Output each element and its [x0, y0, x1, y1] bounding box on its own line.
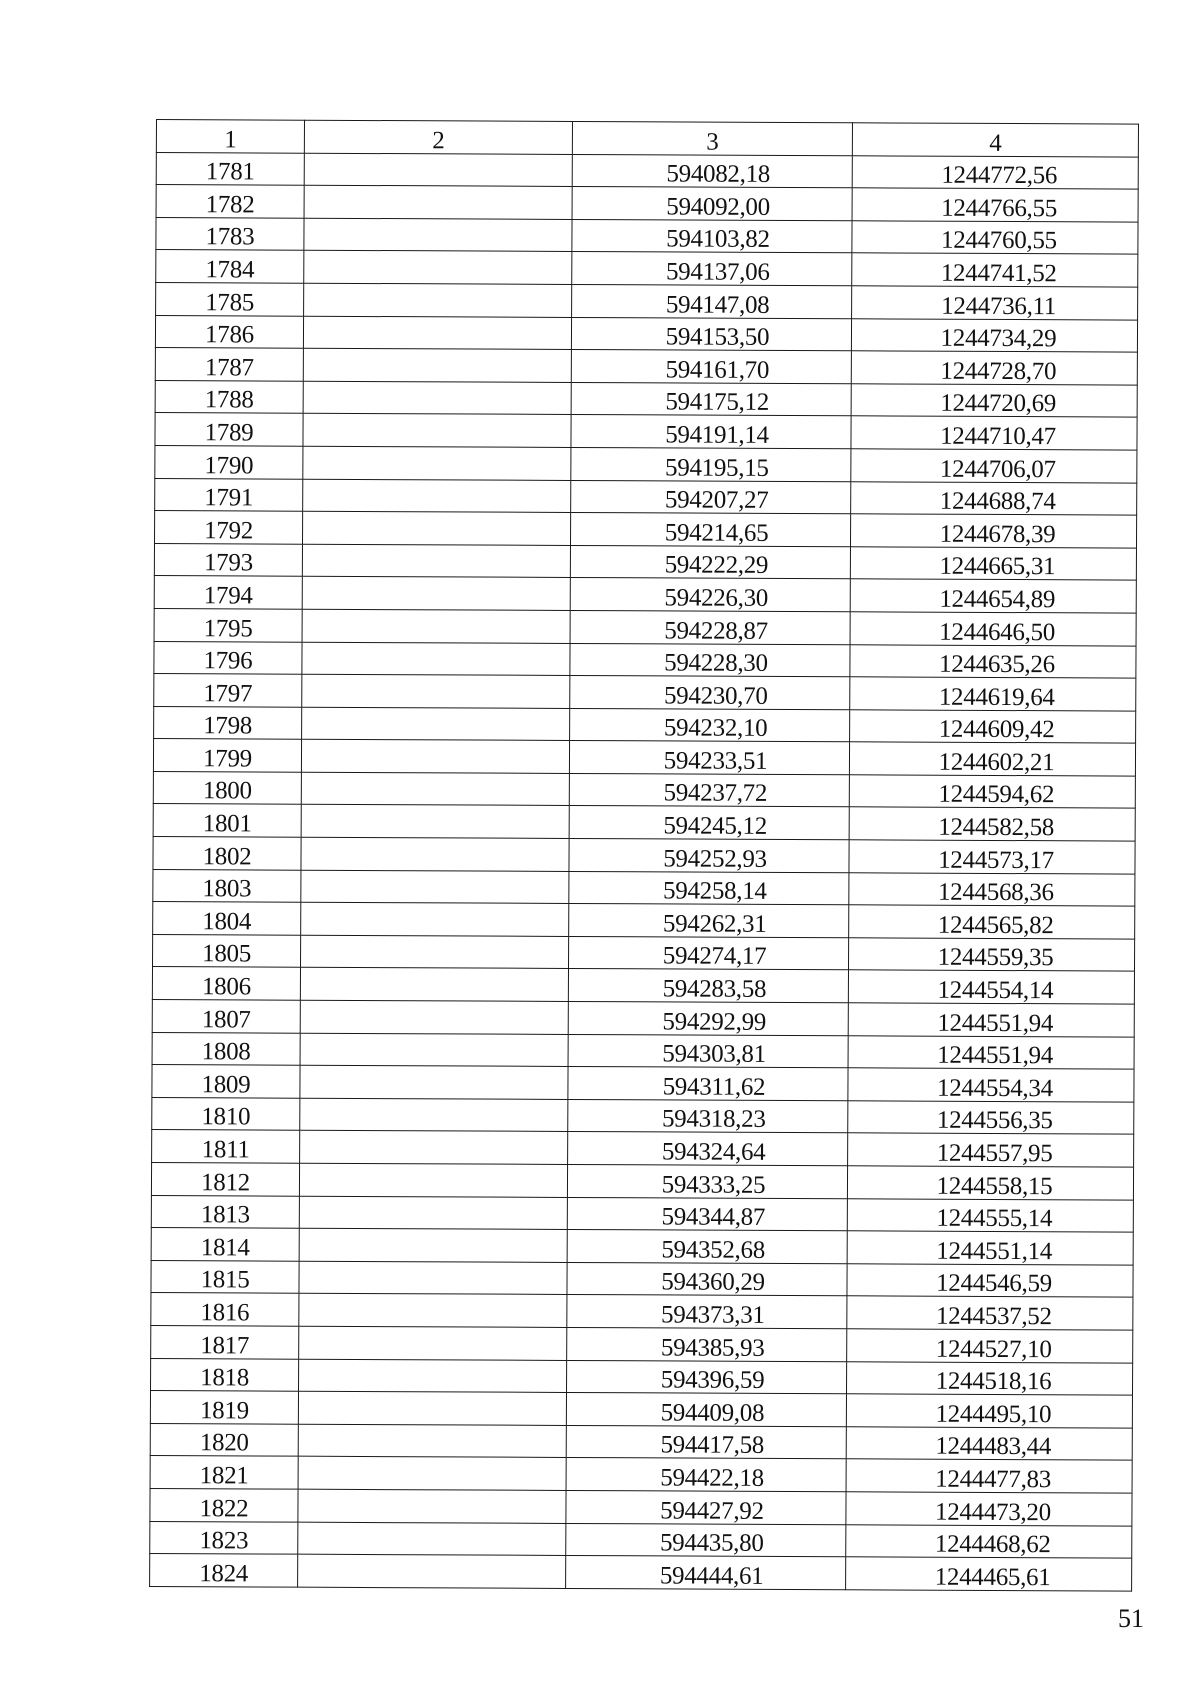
table-row: [154, 543, 1136, 580]
y-coordinate-cell: 1244734,29: [851, 318, 1137, 352]
x-coordinate-cell: 594245,12: [569, 806, 849, 840]
point-number-cell: 1798: [154, 706, 302, 739]
y-coordinate-cell: 1244551,94: [848, 1003, 1134, 1037]
x-coordinate-cell: 594360,29: [567, 1262, 847, 1296]
header-cell-col-4: 4: [852, 123, 1138, 157]
point-number-cell: 1824: [150, 1554, 298, 1587]
y-coordinate-cell: 1244527,10: [847, 1329, 1133, 1363]
header-cell-col-1: 1: [156, 120, 304, 153]
point-number-cell: 1795: [154, 608, 302, 641]
point-number-cell: 1793: [154, 543, 302, 576]
y-coordinate-cell: 1244573,17: [849, 840, 1135, 874]
description-cell: [303, 381, 571, 415]
description-cell: [304, 283, 572, 317]
description-cell: [299, 1163, 567, 1197]
y-coordinate-cell: 1244477,83: [846, 1459, 1132, 1493]
y-coordinate-cell: 1244619,64: [850, 677, 1136, 711]
point-number-cell: 1807: [152, 1000, 300, 1033]
x-coordinate-cell: 594409,08: [566, 1393, 846, 1427]
table-row: [156, 282, 1138, 319]
x-coordinate-cell: 594333,25: [567, 1164, 847, 1198]
point-number-cell: 1823: [150, 1521, 298, 1554]
y-coordinate-cell: 1244554,34: [848, 1068, 1134, 1102]
y-coordinate-cell: 1244760,55: [852, 221, 1138, 255]
table-row: [152, 1065, 1134, 1102]
x-coordinate-cell: 594233,51: [569, 741, 849, 775]
table-row: [155, 380, 1137, 417]
table-row: [153, 739, 1135, 776]
y-coordinate-cell: 1244554,14: [848, 970, 1134, 1004]
point-number-cell: 1796: [154, 641, 302, 674]
table-row: [152, 1097, 1134, 1134]
description-cell: [301, 902, 569, 936]
y-coordinate-cell: 1244537,52: [847, 1296, 1133, 1330]
description-cell: [300, 1131, 568, 1165]
x-coordinate-cell: 594396,59: [567, 1360, 847, 1394]
point-number-cell: 1787: [155, 348, 303, 381]
x-coordinate-cell: 594283,58: [568, 969, 848, 1003]
table-row: [153, 837, 1135, 874]
y-coordinate-cell: 1244594,62: [849, 775, 1135, 809]
point-number-cell: 1806: [152, 967, 300, 1000]
y-coordinate-cell: 1244741,52: [852, 253, 1138, 287]
x-coordinate-cell: 594230,70: [570, 676, 850, 710]
y-coordinate-cell: 1244558,15: [847, 1166, 1133, 1200]
description-cell: [301, 805, 569, 839]
table-row: [156, 250, 1138, 287]
y-coordinate-cell: 1244518,16: [846, 1361, 1132, 1395]
x-coordinate-cell: 594422,18: [566, 1458, 846, 1492]
y-coordinate-cell: 1244646,50: [850, 612, 1136, 646]
point-number-cell: 1803: [153, 869, 301, 902]
y-coordinate-cell: 1244710,47: [851, 416, 1137, 450]
description-cell: [302, 674, 570, 708]
point-number-cell: 1804: [153, 902, 301, 935]
point-number-cell: 1794: [154, 576, 302, 609]
table-row: [153, 869, 1135, 906]
y-coordinate-cell: 1244665,31: [850, 546, 1136, 580]
description-cell: [304, 218, 572, 252]
y-coordinate-cell: 1244720,69: [851, 384, 1137, 418]
y-coordinate-cell: 1244678,39: [850, 514, 1136, 548]
table-row: [151, 1162, 1133, 1199]
description-cell: [299, 1228, 567, 1262]
x-coordinate-cell: 594228,30: [570, 643, 850, 677]
y-coordinate-cell: 1244465,61: [846, 1557, 1132, 1591]
description-cell: [300, 1098, 568, 1132]
x-coordinate-cell: 594232,10: [570, 708, 850, 742]
point-number-cell: 1802: [153, 837, 301, 870]
x-coordinate-cell: 594274,17: [568, 936, 848, 970]
y-coordinate-cell: 1244557,95: [848, 1133, 1134, 1167]
x-coordinate-cell: 594207,27: [571, 480, 851, 514]
point-number-cell: 1816: [151, 1293, 299, 1326]
description-cell: [304, 251, 572, 285]
x-coordinate-cell: 594427,92: [566, 1490, 846, 1524]
table-row: [154, 576, 1136, 613]
point-number-cell: 1809: [152, 1065, 300, 1098]
description-cell: [298, 1424, 566, 1458]
x-coordinate-cell: 594226,30: [570, 578, 850, 612]
table-row: [151, 1195, 1133, 1232]
y-coordinate-cell: 1244772,56: [852, 155, 1138, 189]
description-cell: [301, 935, 569, 969]
table-body: [150, 120, 1139, 1591]
x-coordinate-cell: 594222,29: [570, 545, 850, 579]
table-row: [151, 1293, 1133, 1330]
y-coordinate-cell: 1244551,94: [848, 1035, 1134, 1069]
table-row: [154, 706, 1136, 743]
point-number-cell: 1805: [153, 934, 301, 967]
description-cell: [301, 739, 569, 773]
x-coordinate-cell: 594417,58: [566, 1425, 846, 1459]
y-coordinate-cell: 1244635,26: [850, 644, 1136, 678]
description-cell: [299, 1359, 567, 1393]
y-coordinate-cell: 1244546,59: [847, 1264, 1133, 1298]
y-coordinate-cell: 1244495,10: [846, 1394, 1132, 1428]
y-coordinate-cell: 1244582,58: [849, 807, 1135, 841]
description-cell: [303, 479, 571, 513]
x-coordinate-cell: 594303,81: [568, 1034, 848, 1068]
point-number-cell: 1813: [151, 1195, 299, 1228]
x-coordinate-cell: 594318,23: [568, 1099, 848, 1133]
description-cell: [298, 1489, 566, 1523]
x-coordinate-cell: 594258,14: [569, 871, 849, 905]
y-coordinate-cell: 1244556,35: [848, 1101, 1134, 1135]
x-coordinate-cell: 594324,64: [568, 1132, 848, 1166]
x-coordinate-cell: 594103,82: [572, 219, 852, 253]
description-cell: [301, 772, 569, 806]
table-row: [152, 1032, 1134, 1069]
table-row: [153, 902, 1135, 939]
page-number: 51: [1118, 1604, 1144, 1633]
point-number-cell: 1819: [150, 1391, 298, 1424]
point-number-cell: 1808: [152, 1032, 300, 1065]
x-coordinate-cell: 594228,87: [570, 610, 850, 644]
x-coordinate-cell: 594344,87: [567, 1197, 847, 1231]
x-coordinate-cell: 594373,31: [567, 1295, 847, 1329]
point-number-cell: 1801: [153, 804, 301, 837]
y-coordinate-cell: 1244551,14: [847, 1231, 1133, 1265]
point-number-cell: 1810: [152, 1097, 300, 1130]
y-coordinate-cell: 1244468,62: [846, 1524, 1132, 1558]
y-coordinate-cell: 1244483,44: [846, 1427, 1132, 1461]
table-row: [151, 1358, 1133, 1395]
description-cell: [303, 446, 571, 480]
point-number-cell: 1799: [153, 739, 301, 772]
description-cell: [299, 1261, 567, 1295]
table-row: [152, 1000, 1134, 1037]
point-number-cell: 1785: [156, 282, 304, 315]
table-row: [154, 641, 1136, 678]
description-cell: [298, 1457, 566, 1491]
table-row: [156, 152, 1138, 189]
description-cell: [302, 609, 570, 643]
table-row: [153, 804, 1135, 841]
table-row: [150, 1521, 1132, 1558]
y-coordinate-cell: 1244736,11: [852, 286, 1138, 320]
point-number-cell: 1797: [154, 674, 302, 707]
x-coordinate-cell: 594137,06: [572, 252, 852, 286]
table-row: [155, 413, 1137, 450]
description-cell: [301, 870, 569, 904]
point-number-cell: 1789: [155, 413, 303, 446]
point-number-cell: 1812: [151, 1162, 299, 1195]
description-cell: [300, 1033, 568, 1067]
x-coordinate-cell: 594237,72: [569, 773, 849, 807]
y-coordinate-cell: 1244706,07: [851, 449, 1137, 483]
y-coordinate-cell: 1244602,21: [849, 742, 1135, 776]
y-coordinate-cell: 1244559,35: [848, 938, 1134, 972]
description-cell: [298, 1522, 566, 1556]
table-row: [152, 1130, 1134, 1167]
point-number-cell: 1782: [156, 185, 304, 218]
x-coordinate-cell: 594153,50: [571, 317, 851, 351]
table-row: [153, 771, 1135, 808]
point-number-cell: 1821: [150, 1456, 298, 1489]
description-cell: [299, 1196, 567, 1230]
y-coordinate-cell: 1244728,70: [851, 351, 1137, 385]
table-row: [155, 511, 1137, 548]
y-coordinate-cell: 1244766,55: [852, 188, 1138, 222]
table-row: [155, 478, 1137, 515]
point-number-cell: 1822: [150, 1488, 298, 1521]
x-coordinate-cell: 594385,93: [567, 1327, 847, 1361]
x-coordinate-cell: 594092,00: [572, 187, 852, 221]
point-number-cell: 1781: [156, 152, 304, 185]
description-cell: [298, 1391, 566, 1425]
header-cell-col-2: 2: [304, 120, 572, 154]
header-cell-col-3: 3: [572, 121, 852, 155]
description-cell: [302, 577, 570, 611]
point-number-cell: 1811: [152, 1130, 300, 1163]
point-number-cell: 1817: [151, 1325, 299, 1358]
table-row: [156, 185, 1138, 222]
table-row: [155, 315, 1137, 352]
table-row: [150, 1391, 1132, 1428]
table-row: [151, 1325, 1133, 1362]
point-number-cell: 1820: [150, 1423, 298, 1456]
description-cell: [300, 968, 568, 1002]
point-number-cell: 1783: [156, 217, 304, 250]
y-coordinate-cell: 1244473,20: [846, 1492, 1132, 1526]
description-cell: [300, 1000, 568, 1034]
table-row: [151, 1228, 1133, 1265]
point-number-cell: 1791: [155, 478, 303, 511]
table-row: [150, 1456, 1132, 1493]
x-coordinate-cell: 594195,15: [571, 447, 851, 481]
point-number-cell: 1815: [151, 1260, 299, 1293]
description-cell: [303, 414, 571, 448]
description-cell: [300, 1065, 568, 1099]
x-coordinate-cell: 594191,14: [571, 415, 851, 449]
description-cell: [304, 153, 572, 187]
x-coordinate-cell: 594292,99: [568, 1001, 848, 1035]
table-row: [150, 1488, 1132, 1525]
x-coordinate-cell: 594311,62: [568, 1067, 848, 1101]
point-number-cell: 1818: [151, 1358, 299, 1391]
description-cell: [303, 348, 571, 382]
y-coordinate-cell: 1244565,82: [849, 905, 1135, 939]
x-coordinate-cell: 594444,61: [566, 1556, 846, 1590]
x-coordinate-cell: 594435,80: [566, 1523, 846, 1557]
table-row: [155, 445, 1137, 482]
table-row: [152, 967, 1134, 1004]
table-row: [155, 348, 1137, 385]
table-header-row: [156, 120, 1138, 157]
x-coordinate-cell: 594161,70: [571, 350, 851, 384]
table-row: [156, 217, 1138, 254]
description-cell: [302, 544, 570, 578]
description-cell: [299, 1294, 567, 1328]
table-row: [154, 674, 1136, 711]
table-row: [150, 1554, 1132, 1591]
y-coordinate-cell: 1244609,42: [850, 709, 1136, 743]
description-cell: [299, 1326, 567, 1360]
x-coordinate-cell: 594252,93: [569, 839, 849, 873]
y-coordinate-cell: 1244654,89: [850, 579, 1136, 613]
description-cell: [304, 185, 572, 219]
point-number-cell: 1790: [155, 445, 303, 478]
description-cell: [301, 837, 569, 871]
y-coordinate-cell: 1244568,36: [849, 872, 1135, 906]
x-coordinate-cell: 594175,12: [571, 382, 851, 416]
coordinates-table: [149, 119, 1139, 1591]
description-cell: [302, 511, 570, 545]
point-number-cell: 1786: [155, 315, 303, 348]
x-coordinate-cell: 594082,18: [572, 154, 852, 188]
description-cell: [303, 316, 571, 350]
table-row: [150, 1423, 1132, 1460]
x-coordinate-cell: 594262,31: [569, 904, 849, 938]
x-coordinate-cell: 594147,08: [572, 284, 852, 318]
point-number-cell: 1814: [151, 1228, 299, 1261]
x-coordinate-cell: 594214,65: [570, 513, 850, 547]
description-cell: [302, 707, 570, 741]
y-coordinate-cell: 1244688,74: [851, 481, 1137, 515]
point-number-cell: 1800: [153, 771, 301, 804]
table-row: [153, 934, 1135, 971]
point-number-cell: 1788: [155, 380, 303, 413]
description-cell: [302, 642, 570, 676]
x-coordinate-cell: 594352,68: [567, 1230, 847, 1264]
y-coordinate-cell: 1244555,14: [847, 1198, 1133, 1232]
point-number-cell: 1784: [156, 250, 304, 283]
table-row: [151, 1260, 1133, 1297]
table-row: [154, 608, 1136, 645]
point-number-cell: 1792: [155, 511, 303, 544]
description-cell: [298, 1554, 566, 1588]
